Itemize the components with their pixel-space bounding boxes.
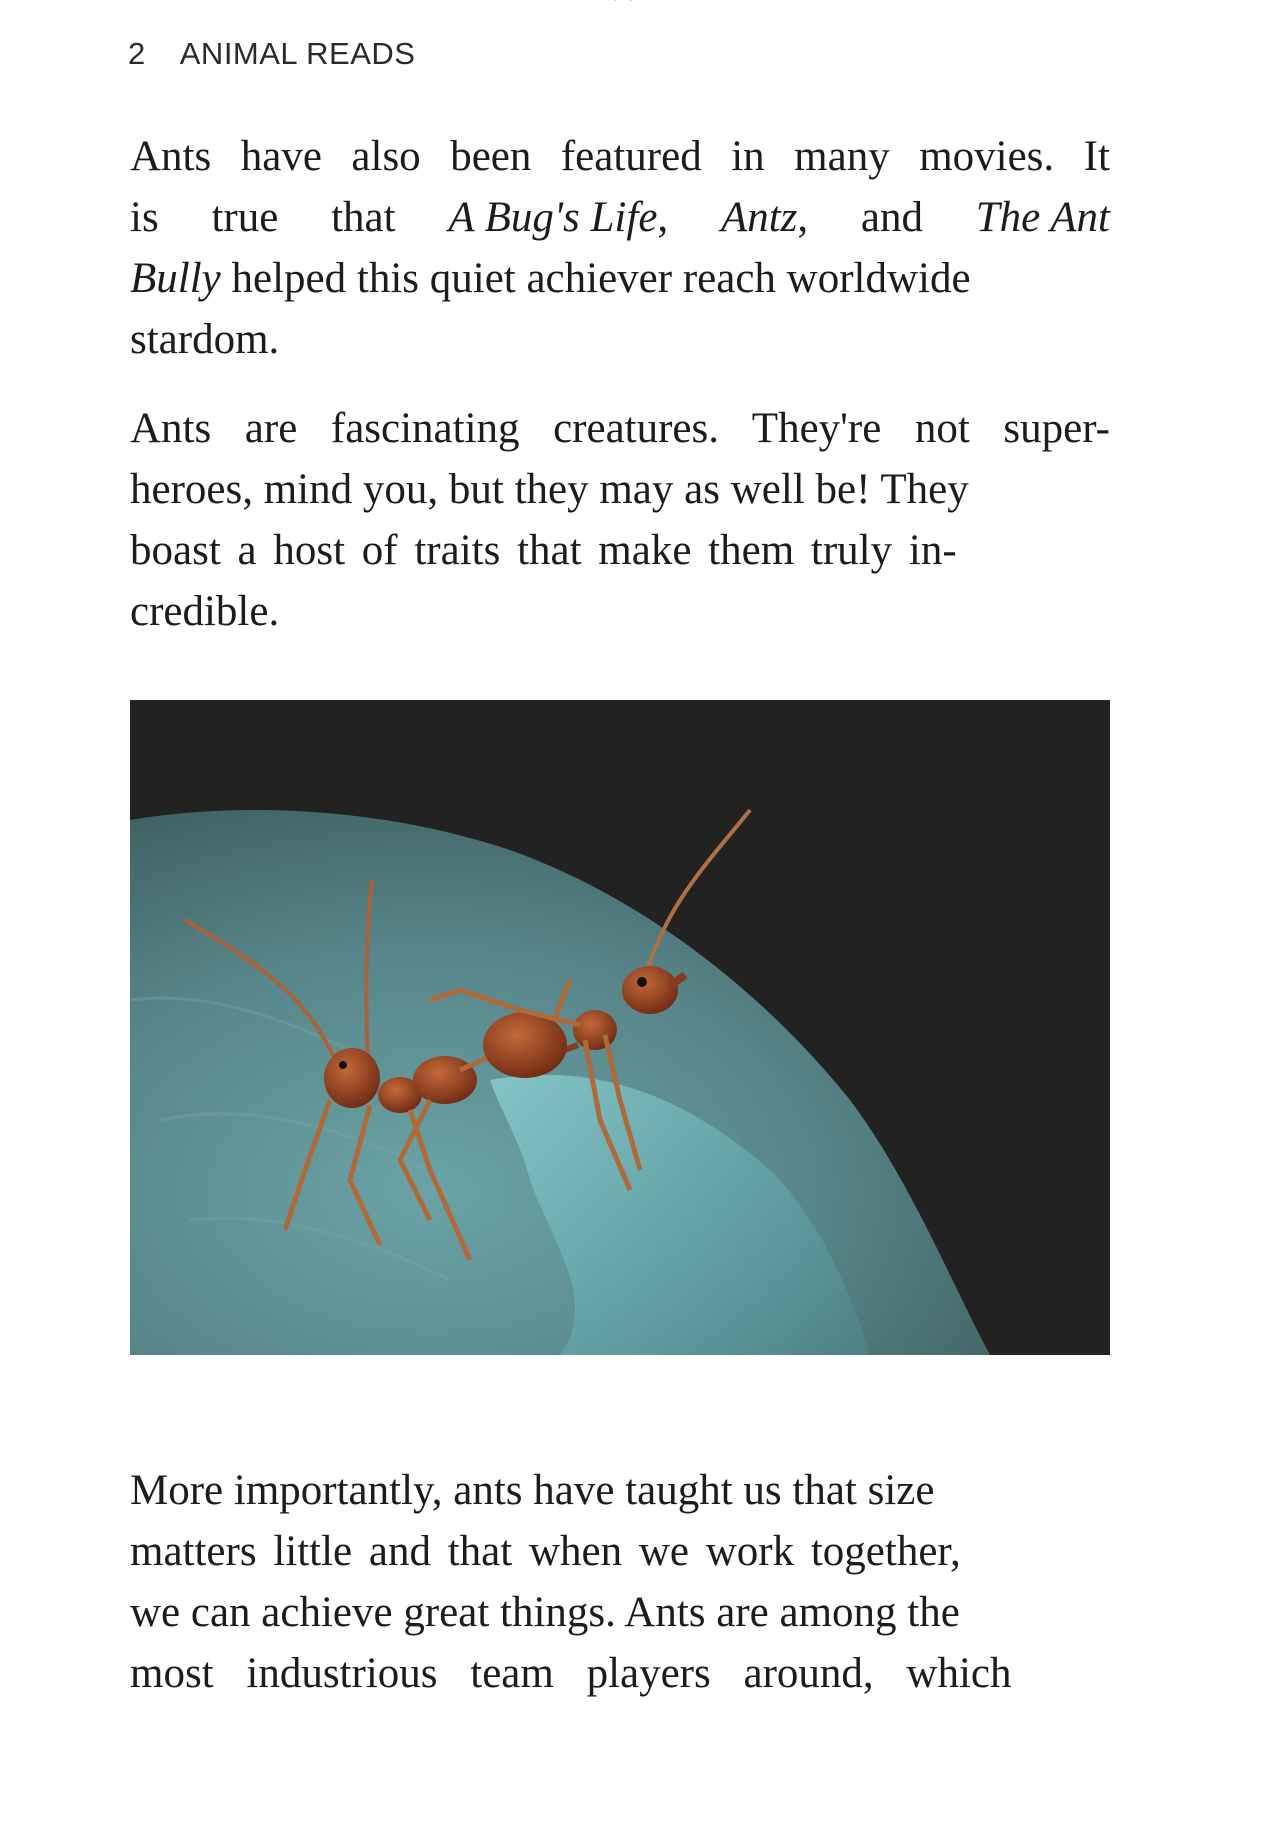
word: in — [731, 133, 765, 180]
word: true — [211, 194, 279, 241]
word: featured — [560, 133, 702, 180]
paragraph-line — [130, 187, 1110, 248]
word: movies. — [919, 133, 1055, 180]
paragraph-line: most industrious team players around, which — [130, 1650, 1012, 1697]
word: many — [794, 133, 890, 180]
movie-title-bully: Bully — [130, 255, 221, 302]
paragraph-line — [130, 126, 1110, 187]
paragraph-line: matters little and that when we work together, — [130, 1528, 961, 1575]
paragraph-line: we can achieve great things. Ants are among the — [130, 1589, 960, 1636]
word: Ants — [130, 133, 212, 180]
line-text: helped this quiet achiever reach worldwide — [220, 255, 971, 302]
comma: , — [657, 194, 669, 241]
paragraph-line: boast a host of traits that make them truly in- — [130, 527, 957, 574]
ants-photo — [130, 700, 1110, 1355]
paragraph-line: Ants are fascinating creatures. They're not super- — [130, 405, 1110, 452]
copyright-mark — [520, 0, 780, 4]
page-number: 2 — [128, 36, 146, 71]
running-head — [128, 34, 415, 74]
movie-title-antz — [721, 187, 808, 248]
paragraph-fascinating — [130, 398, 1110, 642]
paragraph-line: stardom. — [130, 316, 280, 363]
paragraph-line — [130, 248, 1110, 309]
word: also — [351, 133, 421, 180]
paragraph-teamwork — [130, 1460, 1110, 1704]
word: It — [1083, 133, 1110, 180]
movie-title-a-bugs-life — [448, 187, 668, 248]
word: have — [240, 133, 322, 180]
word: is — [130, 194, 159, 241]
word: been — [450, 133, 532, 180]
paragraph-movies — [130, 126, 1110, 370]
word: that — [331, 194, 396, 241]
paragraph-line: credible. — [130, 588, 280, 635]
italic-title: A Bug's Life — [448, 194, 658, 241]
running-title: ANIMAL READS — [179, 36, 416, 71]
movie-title-the-ant: The Ant — [975, 194, 1110, 241]
italic-title: Antz — [720, 194, 798, 241]
paragraph-line: heroes, mind you, but they may as well be! They — [130, 466, 969, 513]
paragraph-line: More importantly, ants have taught us that size — [130, 1467, 935, 1514]
word: and — [860, 194, 923, 241]
ants-illustration — [130, 700, 1110, 1355]
comma: , — [797, 194, 809, 241]
